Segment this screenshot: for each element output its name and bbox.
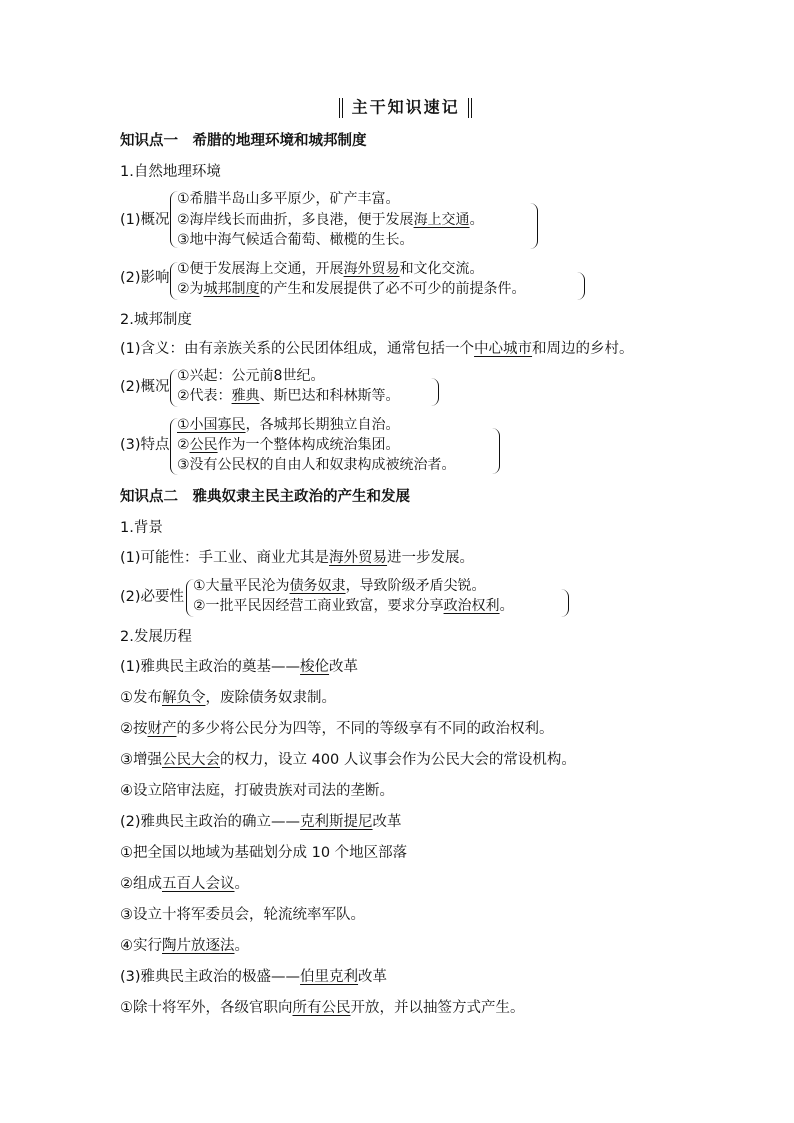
right-brace	[561, 589, 569, 617]
kp1-sec1-g1-line3: ③地中海气候适合葡萄、橄榄的生长。	[177, 232, 414, 248]
kp1-sec1-g2-line2: ②为城邦制度的产生和发展提供了必不可少的前提条件。	[177, 281, 526, 297]
kp2-sec1-g1-line1: ①大量平民沦为债务奴隶，导致阶级矛盾尖锐。	[193, 578, 486, 594]
kp2-s2-heading: (2)雅典民主政治的确立——克利斯提尼改革	[120, 814, 402, 830]
kp2-s2-item3: ③设立十将军委员会，轮流统率军队。	[120, 907, 365, 923]
kp1-sec1-g1-label: (1)概况	[120, 212, 170, 228]
kp1-sec1-g1-line2: ②海岸线长而曲折，多良港，便于发展海上交通。	[177, 212, 484, 228]
kp2-sec1-heading: 1.背景	[120, 520, 163, 536]
kp2-s1-item2: ②按财产的多少将公民分为四等，不同的等级享有不同的政治权利。	[120, 721, 554, 737]
kp1-sec1-g2-label: (2)影响	[120, 270, 170, 286]
kp1-sec2-heading: 2.城邦制度	[120, 312, 192, 328]
kp2-s1-heading: (1)雅典民主政治的奠基——梭伦改革	[120, 659, 359, 675]
title-bar-right	[467, 98, 473, 118]
right-brace	[492, 428, 500, 474]
kp1-sec2-g2-line2: ②公民作为一个整体构成统治集团。	[177, 437, 400, 453]
kp2-heading: 知识点二 雅典奴隶主民主政治的产生和发展	[120, 489, 410, 505]
kp2-s3-heading: (3)雅典民主政治的极盛——伯里克利改革	[120, 969, 388, 985]
kp2-s2-item1: ①把全国以地域为基础划分成 10 个地区部落	[120, 845, 408, 861]
kp2-s1-item4: ④设立陪审法庭，打破贵族对司法的垄断。	[120, 783, 394, 799]
kp1-sec2-g1-line1: ①兴起：公元前8世纪。	[177, 368, 325, 384]
title-bar-left	[338, 98, 344, 118]
right-brace	[431, 378, 439, 406]
kp2-s1-item1: ①发布解负令，废除债务奴隶制。	[120, 690, 336, 706]
kp2-sec1-g1-label: (2)必要性	[120, 589, 185, 605]
kp1-sec2-g2-line3: ③没有公民权的自由人和奴隶构成被统治者。	[177, 457, 456, 473]
kp2-s2-item2: ②组成五百人会议。	[120, 876, 249, 892]
right-brace	[577, 272, 585, 300]
kp1-sec2-g2-line1: ①小国寡民，各城邦长期独立自治。	[177, 417, 400, 433]
right-brace	[530, 203, 538, 249]
kp2-s1-item3: ③增强公民大会的权力，设立 400 人议事会作为公民大会的常设机构。	[120, 752, 576, 768]
kp1-sec1-g1-line1: ①希腊半岛山多平原少，矿产丰富。	[177, 191, 400, 207]
page-title	[338, 98, 473, 118]
kp1-sec2-g2-label: (3)特点	[120, 437, 170, 453]
kp1-sec2-g1-label: (2)概况	[120, 379, 170, 395]
kp1-sec2-meaning: (1)含义：由有亲族关系的公民团体组成，通常包括一个中心城市和周边的乡村。	[120, 341, 634, 357]
kp2-s3-item1: ①除十将军外，各级官职向所有公民开放，并以抽签方式产生。	[120, 1000, 525, 1016]
kp1-sec1-heading: 1.自然地理环境	[120, 164, 221, 180]
page-title-text: 主干知识速记	[351, 97, 460, 117]
kp1-sec2-g1-line2: ②代表：雅典、斯巴达和科林斯等。	[177, 388, 400, 404]
kp2-sec1-g1-line2: ②一批平民因经营工商业致富，要求分享政治权利。	[193, 598, 514, 614]
kp1-sec1-g2-line1: ①便于发展海上交通，开展海外贸易和文化交流。	[177, 261, 484, 277]
kp2-sec2-heading: 2.发展历程	[120, 629, 192, 645]
kp1-heading: 知识点一 希腊的地理环境和城邦制度	[120, 133, 367, 149]
kp2-sec1-possibility: (1)可能性：手工业、商业尤其是海外贸易进一步发展。	[120, 550, 475, 566]
kp2-s2-item4: ④实行陶片放逐法。	[120, 938, 249, 954]
